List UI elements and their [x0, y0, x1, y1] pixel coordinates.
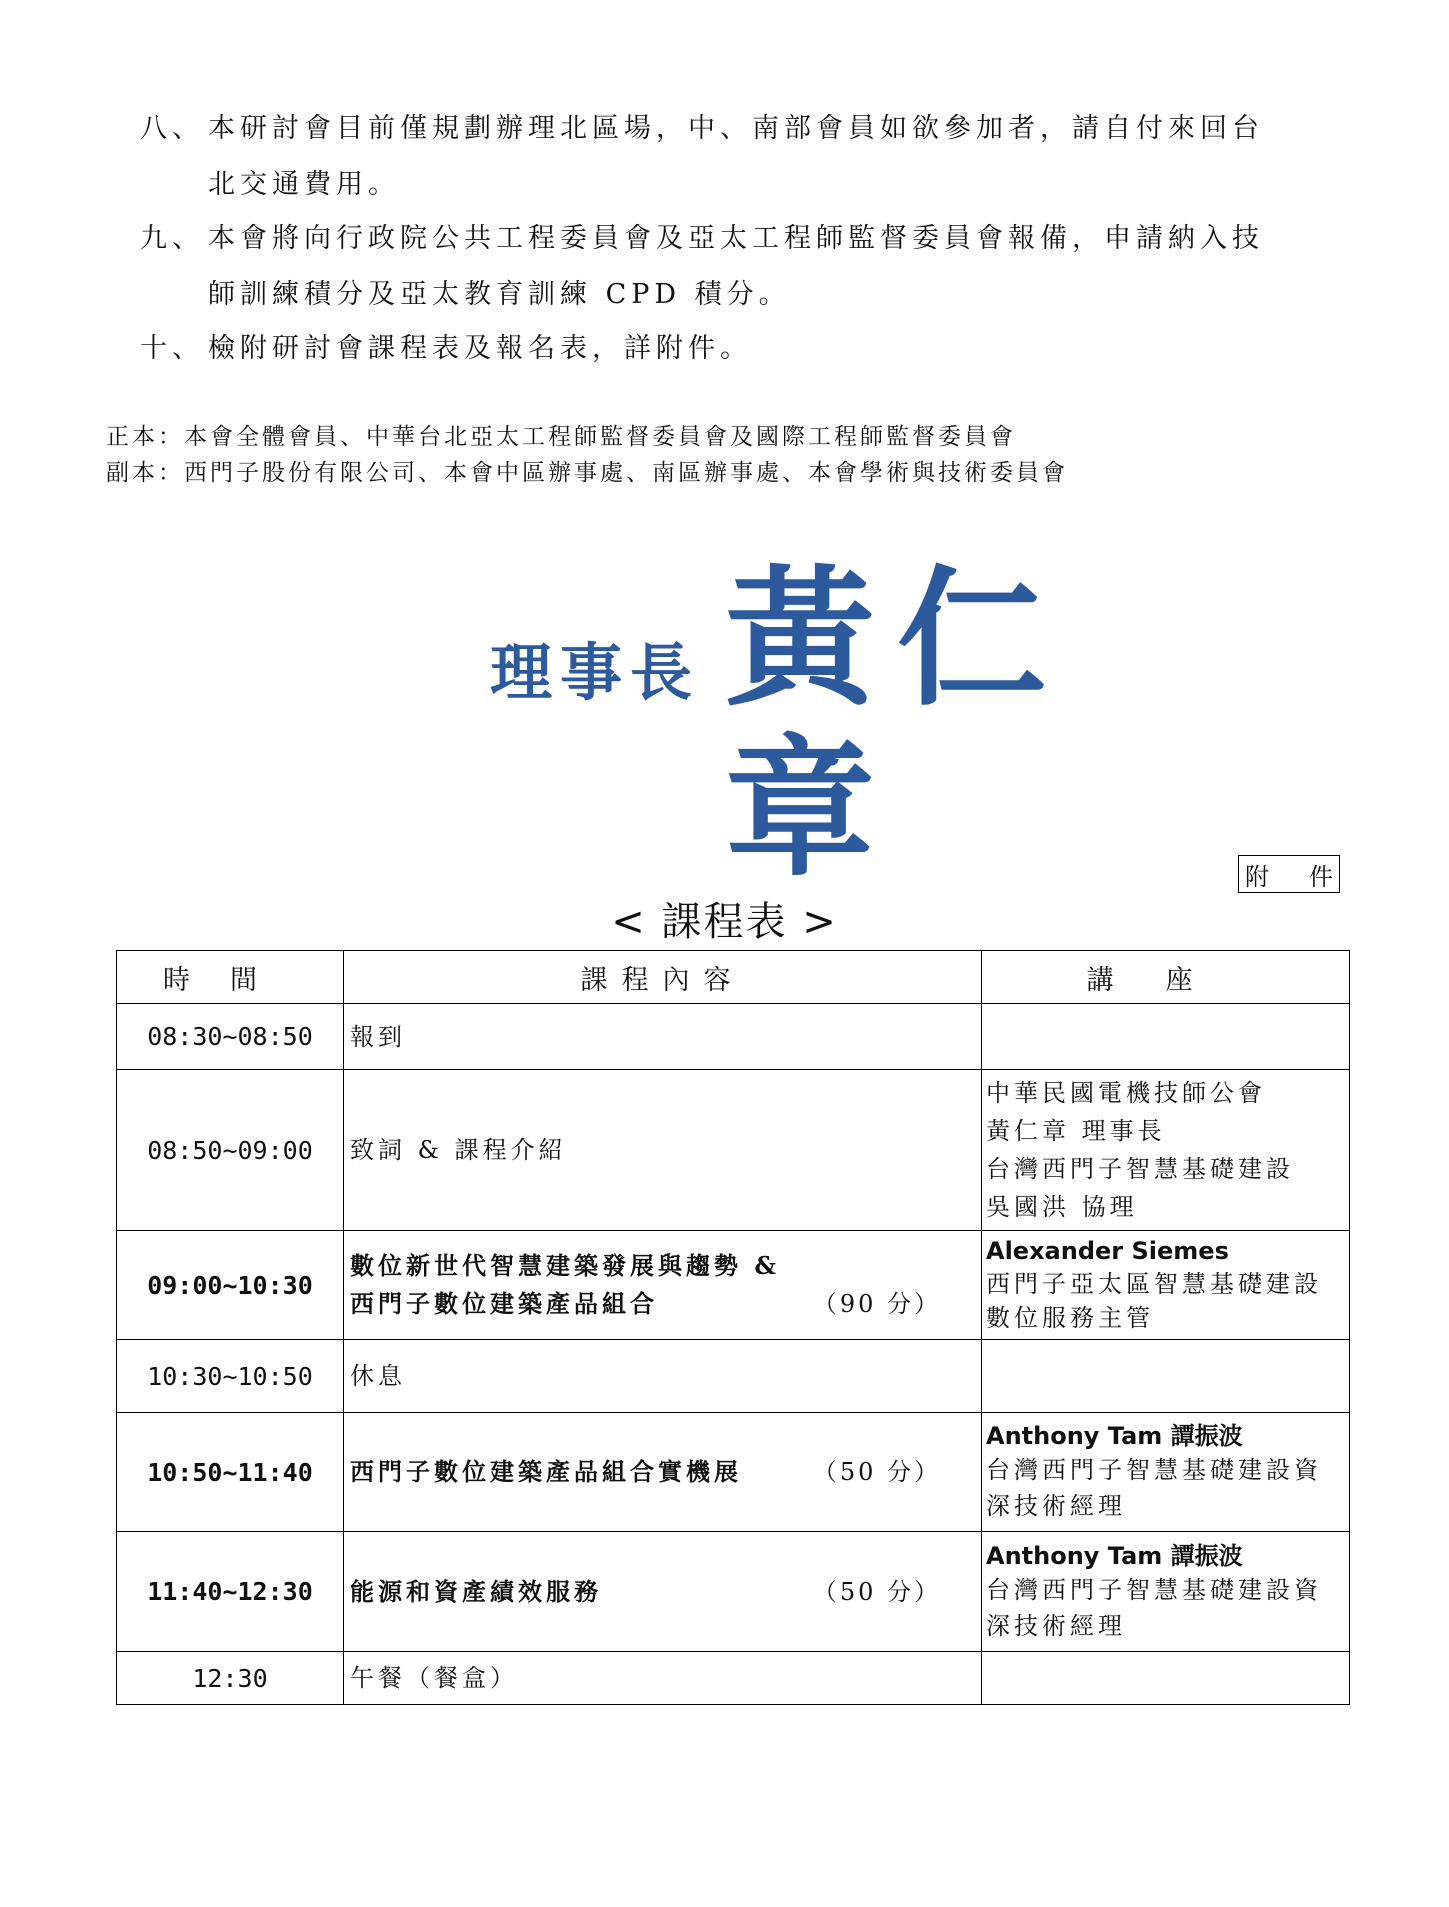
row-speaker — [982, 1532, 1350, 1652]
header-time: 時間 — [117, 951, 344, 1004]
table-row — [117, 1231, 1350, 1340]
row-speaker — [982, 1231, 1350, 1340]
table-row — [117, 1652, 1350, 1705]
attachment-char-1: 附 — [1245, 862, 1269, 891]
table-row — [117, 1070, 1350, 1231]
table-row — [117, 1413, 1350, 1532]
item-number: 九、 — [140, 223, 204, 254]
chairman-seal — [490, 553, 1210, 897]
seal-name: 黃仁章 — [725, 553, 1070, 897]
speaker-name: Alexander Siemes — [986, 1237, 1229, 1265]
original-recipients: 正本：本會全體會員、中華台北亞太工程師監督委員會及國際工程師監督委員會 — [106, 424, 1016, 450]
speaker-line: 台灣西門子智慧基礎建設資 — [986, 1456, 1322, 1484]
item-text-line1: 本研討會目前僅規劃辦理北區場，中、南部會員如欲參加者，請自付來回台 — [208, 113, 1264, 144]
item-10 — [140, 332, 752, 366]
item-number: 八、 — [140, 113, 204, 144]
speaker-line: 深技術經理 — [986, 1611, 1126, 1640]
attachment-char-2: 件 — [1309, 862, 1333, 891]
item-text-line1: 檢附研討會課程表及報名表，詳附件。 — [208, 333, 752, 364]
row-time: 08:30~08:50 — [117, 1004, 344, 1070]
row-speaker — [982, 1340, 1350, 1413]
content-line — [350, 1453, 975, 1491]
seal-title: 理事長 — [490, 636, 701, 709]
schedule-title: < 課程表 > — [611, 899, 838, 945]
row-content — [344, 1231, 982, 1340]
speaker-line: 台灣西門子智慧基礎建設 — [986, 1155, 1294, 1183]
content-line — [350, 1573, 975, 1611]
row-time: 12:30 — [117, 1652, 344, 1705]
content-line-text: 能源和資產績效服務 — [350, 1576, 602, 1606]
speaker-line: 西門子亞太區智慧基礎建設 — [986, 1270, 1322, 1298]
row-content — [344, 1070, 982, 1231]
content-line: 數位新世代智慧建築發展與趨勢 & — [350, 1251, 781, 1280]
table-row — [117, 1532, 1350, 1652]
content-line: 致詞 & 課程介紹 — [350, 1136, 567, 1164]
content-line: 報到 — [350, 1022, 406, 1051]
row-time: 11:40~12:30 — [117, 1532, 344, 1652]
header-content: 課程內容 — [344, 951, 982, 1004]
content-line: 午餐（餐盒） — [350, 1664, 518, 1692]
speaker-line: 黃仁章 理事長 — [986, 1117, 1166, 1145]
row-time: 08:50~09:00 — [117, 1070, 344, 1231]
table-row — [117, 1340, 1350, 1413]
row-content — [344, 1340, 982, 1413]
row-content — [344, 1652, 982, 1705]
row-time: 10:30~10:50 — [117, 1340, 344, 1413]
row-speaker — [982, 1413, 1350, 1532]
row-time: 09:00~10:30 — [117, 1231, 344, 1340]
content-line-text: 西門子數位建築產品組合實機展 — [350, 1457, 742, 1486]
attachment-label — [1238, 855, 1340, 893]
speaker-line: 台灣西門子智慧基礎建設資 — [986, 1575, 1322, 1604]
content-line — [350, 1285, 975, 1323]
copy-recipients: 副本：西門子股份有限公司、本會中區辦事處、南區辦事處、本會學術與技術委員會 — [106, 460, 1068, 486]
speaker-line: 深技術經理 — [986, 1492, 1126, 1520]
duration: （50 分） — [812, 1458, 941, 1486]
row-content — [344, 1413, 982, 1532]
item-number: 十、 — [140, 333, 204, 364]
schedule-table — [116, 950, 1350, 1705]
content-line: 休息 — [350, 1362, 406, 1390]
row-content — [344, 1004, 982, 1070]
duration: （90 分） — [812, 1290, 941, 1318]
item-text-line2: 北交通費用。 — [208, 169, 400, 200]
item-9 — [140, 222, 1264, 310]
row-content — [344, 1532, 982, 1652]
table-header-row — [117, 951, 1350, 1004]
row-speaker — [982, 1070, 1350, 1231]
item-text-line1: 本會將向行政院公共工程委員會及亞太工程師監督委員會報備，申請納入技 — [208, 223, 1264, 254]
item-text-line2: 師訓練積分及亞太教育訓練 CPD 積分。 — [208, 279, 791, 310]
row-speaker — [982, 1652, 1350, 1705]
header-speaker: 講座 — [982, 951, 1350, 1004]
row-speaker — [982, 1004, 1350, 1070]
item-8 — [140, 112, 1264, 200]
speaker-name: Anthony Tam 譚振波 — [986, 1541, 1243, 1570]
speaker-line: 中華民國電機技師公會 — [986, 1079, 1266, 1107]
duration: （50 分） — [812, 1577, 941, 1606]
speaker-name: Anthony Tam 譚振波 — [986, 1422, 1243, 1450]
speaker-line: 數位服務主管 — [986, 1304, 1154, 1332]
row-time: 10:50~11:40 — [117, 1413, 344, 1532]
content-line-text: 西門子數位建築產品組合 — [350, 1289, 658, 1318]
table-row — [117, 1004, 1350, 1070]
speaker-line: 吳國洪 協理 — [986, 1193, 1138, 1221]
